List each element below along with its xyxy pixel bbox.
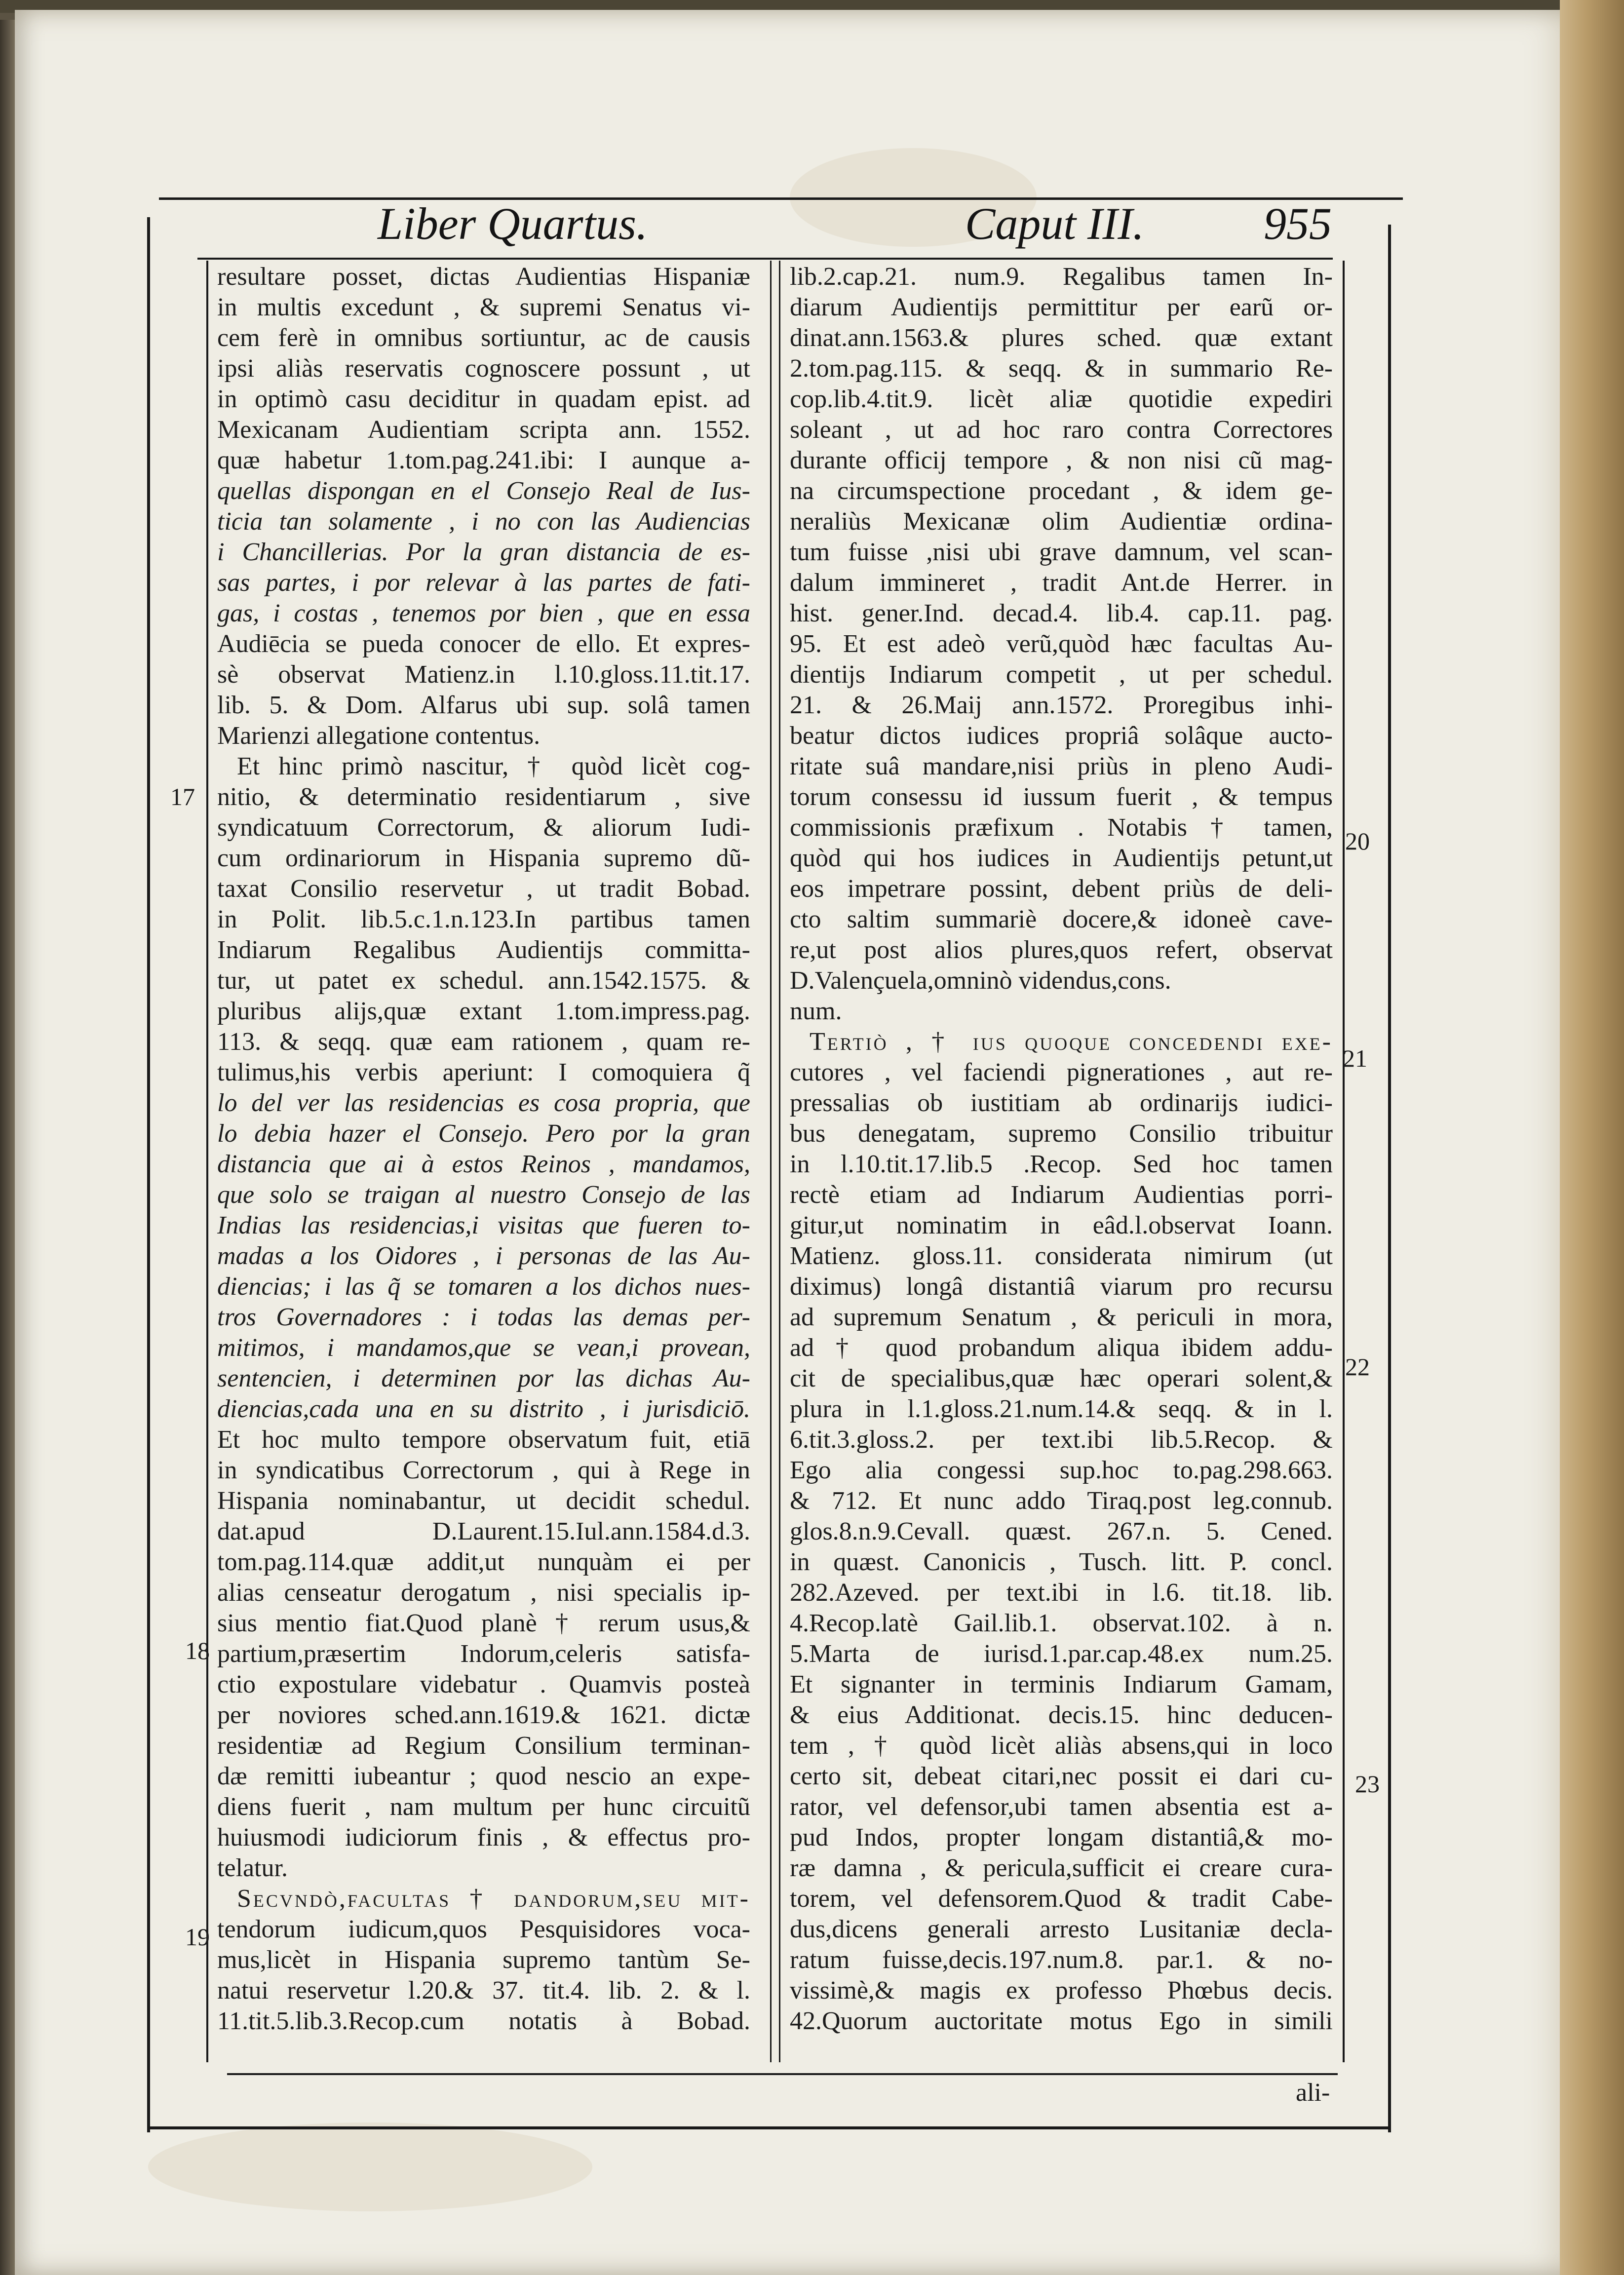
text-line: beatur dictos iudices propriâ solâque aucto- [790, 722, 1333, 750]
text-line: tum fuisse ,nisi ubi grave damnum, vel scan- [790, 538, 1333, 566]
text-line: per noviores sched.ann.1619.& 1621. dictæ [217, 1701, 750, 1729]
margin-number-20: 20 [1345, 827, 1370, 855]
text-line: pluribus alijs,quæ extant 1.tom.impress.pag. [217, 997, 750, 1025]
text-line: resultare posset, dictas Audientias Hispaniæ [217, 263, 750, 291]
text-line: dat.apud D.Laurent.15.Iul.ann.1584.d.3. [217, 1517, 750, 1545]
text-line: Ego alia congessi sup.hoc to.pag.298.663. [790, 1456, 1333, 1484]
text-line: 2.tom.pag.115. & seqq. & in summario Re- [790, 354, 1333, 383]
text-line: Marienzi allegatione contentus. [217, 722, 541, 750]
text-line: eos impetrare possint, debent priùs de deli- [790, 875, 1333, 903]
text-line: alias censeatur derogatum , nisi specialis ip- [217, 1579, 750, 1607]
margin-number-23: 23 [1355, 1770, 1380, 1798]
text-line: diarum Audientijs permittitur per earũ or- [790, 293, 1333, 321]
text-line: torem, vel defensorem.Quod & tradit Cabe- [790, 1885, 1333, 1913]
text-line: tem , † quòd licèt aliàs absens,qui in loco [790, 1732, 1333, 1760]
text-line: dus,dicens generali arresto Lusitaniæ decla- [790, 1915, 1333, 1943]
text-line: mus,licèt in Hispania supremo tantùm Se- [217, 1946, 750, 1974]
text-line: plura in l.1.gloss.21.num.14.& seqq. & in l. [790, 1395, 1333, 1423]
text-line: pud Indos, propter longam distantiâ,& mo- [790, 1823, 1333, 1851]
text-line: dalum immineret , tradit Ant.de Herrer. in [790, 569, 1333, 597]
text-line: D.Valençuela,omninò videndus,cons. [790, 966, 1171, 995]
running-head-book: Liber Quartus. [378, 198, 648, 249]
paper-stain [148, 2122, 592, 2211]
text-line: tur, ut patet ex schedul. ann.1542.1575. & [217, 966, 750, 995]
column-divider-left [770, 261, 772, 2062]
text-line-spanish-quote: distancia que ai à estos Reinos , mandamos, [217, 1150, 750, 1178]
text-line: cutores , vel faciendi pignerationes , aut re- [790, 1058, 1333, 1086]
left-column [217, 262, 750, 2058]
text-line: durante officij tempore , & non nisi cũ mag- [790, 446, 1333, 474]
text-line: neraliùs Mexicanæ olim Audientiæ ordina- [790, 507, 1333, 536]
text-line-spanish-quote: gas, i costas , tenemos por bien , que en essa [217, 599, 750, 627]
text-line-spanish-quote: diencias,cada una en su distrito , i jurisdiciō. [217, 1395, 750, 1423]
text-line: 4.Recop.latè Gail.lib.1. observat.102. à n. [790, 1609, 1333, 1637]
text-block-left-rule [206, 261, 208, 2062]
text-line-paragraph-start: Secvndò,facultas † dandorum,seu mit- [237, 1885, 750, 1913]
text-line: commissionis præfixum . Notabis † tamen, [790, 813, 1333, 842]
running-head-chapter: Caput III. [965, 198, 1144, 249]
margin-number-21: 21 [1343, 1044, 1367, 1072]
header-rule-top [159, 197, 1403, 200]
text-line: nitio, & determinatio residentiarum , sive [217, 783, 750, 811]
text-line: lib.2.cap.21. num.9. Regalibus tamen In- [790, 263, 1333, 291]
text-line: ræ damna , & pericula,sufficit ei creare cura- [790, 1854, 1333, 1882]
text-line: ad supremum Senatum , & periculi in mora, [790, 1303, 1333, 1331]
text-line: quòd qui hos iudices in Audientijs petunt,ut [790, 844, 1333, 872]
text-line: num. [790, 997, 842, 1025]
text-line: 282.Azeved. per text.ibi in l.6. tit.18. lib. [790, 1579, 1333, 1607]
text-line: huiusmodi iudiciorum finis , & effectus pro- [217, 1823, 750, 1851]
text-line: sè observat Matienz.in l.10.gloss.11.tit.17. [217, 660, 750, 689]
text-line: 21. & 26.Maij ann.1572. Proregibus inhi- [790, 691, 1333, 719]
text-line: in multis excedunt , & supremi Senatus vi- [217, 293, 750, 321]
text-line-spanish-quote: sas partes, i por relevar à las partes de fati- [217, 569, 750, 597]
text-line-spanish-quote: sentencien, i determinen por las dichas Au- [217, 1364, 750, 1392]
margin-number-19: 19 [185, 1923, 210, 1951]
text-line: hist. gener.Ind. decad.4. lib.4. cap.11. pag. [790, 599, 1333, 627]
text-line: diens fuerit , nam multum per hunc circuitũ [217, 1793, 750, 1821]
text-line: torum consessu id iussum fuerit , & tempus [790, 783, 1333, 811]
frame-left-outer [147, 217, 150, 2132]
column-divider-right [779, 261, 780, 2062]
frame-right-outer [1388, 225, 1391, 2132]
text-line-spanish-quote: ticia tan solamente , i no con las Audiencias [217, 507, 750, 536]
text-line-spanish-quote: i Chancillerias. Por la gran distancia de es- [217, 538, 750, 566]
text-line: certo sit, debeat citari,nec possit ei dari cu- [790, 1762, 1333, 1790]
text-line: Mexicanam Audientiam scripta ann. 1552. [217, 416, 750, 444]
text-line: residentiæ ad Regium Consilium terminan- [217, 1732, 750, 1760]
text-line: rator, vel defensor,ubi tamen absentia est a- [790, 1793, 1333, 1821]
text-line: syndicatuum Correctorum, & aliorum Iudi- [217, 813, 750, 842]
text-line-paragraph-start: Tertiò , † ius quoque concedendi exe- [810, 1028, 1333, 1056]
text-block-bottom-rule [227, 2073, 1338, 2075]
header-rule-bottom [197, 258, 1333, 260]
text-line: diximus) longâ distantiâ viarum pro recursu [790, 1272, 1333, 1301]
text-line: in Polit. lib.5.c.1.n.123.In partibus tamen [217, 905, 750, 933]
text-line: & eius Additionat. decis.15. hinc deducen- [790, 1701, 1333, 1729]
text-line: 11.tit.5.lib.3.Recop.cum notatis à Bobad. [217, 2007, 750, 2035]
text-line: ritate suâ mandare,nisi priùs in pleno Audi- [790, 752, 1333, 780]
text-line: na circumspectione procedant , & idem ge- [790, 477, 1333, 505]
text-line: dientijs Indiarum competit , ut per schedul. [790, 660, 1333, 689]
text-line: soleant , ut ad hoc raro contra Correctores [790, 416, 1333, 444]
text-line-spanish-quote: tros Governadores : i todas las demas per- [217, 1303, 750, 1331]
text-line: tom.pag.114.quæ addit,ut nunquàm ei per [217, 1548, 750, 1576]
text-line: Hispania nominabantur, ut decidit schedul. [217, 1487, 750, 1515]
text-line: Matienz. gloss.11. considerata nimirum (ut [790, 1242, 1333, 1270]
text-line-spanish-quote: lo debia hazer el Consejo. Pero por la gran [217, 1119, 750, 1148]
page-fore-edge [1560, 0, 1624, 2275]
text-line: taxat Consilio reservetur , ut tradit Bobad. [217, 875, 750, 903]
text-line: rectè etiam ad Indiarum Audientias porri- [790, 1181, 1333, 1209]
text-line: vissimè,& magis ex professo Phœbus decis. [790, 1976, 1333, 2005]
text-line: Indiarum Regalibus Audientijs committa- [217, 936, 750, 964]
text-line: telatur. [217, 1854, 288, 1882]
text-line: 113. & seqq. quæ eam rationem , quam re- [217, 1028, 750, 1056]
margin-number-22: 22 [1345, 1353, 1370, 1381]
text-line-spanish-quote: madas a los Oidores , i personas de las Au- [217, 1242, 750, 1270]
text-line: cum ordinariorum in Hispania supremo dũ- [217, 844, 750, 872]
text-line: Audiēcia se pueda conocer de ello. Et expres- [217, 630, 750, 658]
text-line: ratum fuisse,decis.197.num.8. par.1. & no- [790, 1946, 1333, 1974]
text-line: 42.Quorum auctoritate motus Ego in simili [790, 2007, 1333, 2035]
text-block-right-rule [1343, 261, 1345, 2062]
text-line: 6.tit.3.gloss.2. per text.ibi lib.5.Recop. & [790, 1426, 1333, 1454]
text-line: ad † quod probandum aliqua ibidem addu- [790, 1334, 1333, 1362]
catchword: ali- [1296, 2079, 1330, 2107]
text-line-spanish-quote: Indias las residencias,i visitas que fueren to- [217, 1211, 750, 1239]
page-number: 955 [1264, 198, 1332, 249]
text-line: dæ remitti iubeantur ; quod nescio an expe- [217, 1762, 750, 1790]
text-line: glos.8.n.9.Cevall. quæst. 267.n. 5. Cened. [790, 1517, 1333, 1545]
margin-number-18: 18 [185, 1637, 210, 1664]
frame-bottom-outer [147, 2126, 1391, 2129]
text-line-spanish-quote: quellas dispongan en el Consejo Real de Ius- [217, 477, 750, 505]
text-line: cem ferè in omnibus sortiuntur, ac de causis [217, 324, 750, 352]
text-line: tulimus,his verbis aperiunt: I comoquiera q̃ [217, 1058, 750, 1086]
text-line: Et hoc multo tempore observatum fuit, etiā [217, 1426, 750, 1454]
text-line: bus denegatam, supremo Consilio tribuitur [790, 1119, 1333, 1148]
text-line: 5.Marta de iurisd.1.par.cap.48.ex num.25. [790, 1640, 1333, 1668]
text-line: pressalias ob iustitiam ab ordinarijs iudici- [790, 1089, 1333, 1117]
text-line: & 712. Et nunc addo Tiraq.post leg.connub. [790, 1487, 1333, 1515]
text-line: in l.10.tit.17.lib.5 .Recop. Sed hoc tamen [790, 1150, 1333, 1178]
text-line: in optimò casu deciditur in quadam epist. ad [217, 385, 750, 413]
text-line: in quæst. Canonicis , Tusch. litt. P. concl. [790, 1548, 1333, 1576]
text-line: dinat.ann.1563.& plures sched. quæ extant [790, 324, 1333, 352]
text-line-spanish-quote: mitimos, i mandamos,que se vean,i provean, [217, 1334, 750, 1362]
text-line: ctio expostulare videbatur . Quamvis posteà [217, 1670, 750, 1698]
text-line: gitur,ut nominatim in eâd.l.observat Ioann. [790, 1211, 1333, 1239]
text-line: in syndicatibus Correctorum , qui à Rege in [217, 1456, 750, 1484]
text-line: tendorum iudicum,quos Pesquisidores voca- [217, 1915, 750, 1943]
text-line-spanish-quote: diencias; i las q̃ se tomaren a los dichos nues- [217, 1272, 750, 1301]
text-line-spanish-quote: que solo se traigan al nuestro Consejo de las [217, 1181, 750, 1209]
text-line: lib. 5. & Dom. Alfarus ubi sup. solâ tamen [217, 691, 750, 719]
text-line: cop.lib.4.tit.9. licèt aliæ quotidie expediri [790, 385, 1333, 413]
text-line: re,ut post alios plures,quos refert, observat [790, 936, 1333, 964]
text-line: 95. Et est adeò verũ,quòd hæc facultas Au- [790, 630, 1333, 658]
text-line: ipsi aliàs reservatis cognoscere possunt , ut [217, 354, 750, 383]
text-line: cto saltim summariè docere,& idoneè cave- [790, 905, 1333, 933]
margin-number-17: 17 [170, 783, 195, 810]
right-column [790, 262, 1333, 2058]
text-line-spanish-quote: lo del ver las residencias es cosa propria, que [217, 1089, 750, 1117]
text-line: Et signanter in terminis Indiarum Gamam, [790, 1670, 1333, 1698]
text-line: cit de specialibus,quæ hæc operari solent,& [790, 1364, 1333, 1392]
text-line: natui reservetur l.20.& 37. tit.4. lib. 2. & l. [217, 1976, 750, 2005]
text-line: quæ habetur 1.tom.pag.241.ibi: I aunque a- [217, 446, 750, 474]
text-line: sius mentio fiat.Quod planè † rerum usus,& [217, 1609, 750, 1637]
text-line-paragraph-start: Et hinc primò nascitur, † quòd licèt cog- [237, 752, 750, 780]
text-line: partium,præsertim Indorum,celeris satisfa- [217, 1640, 750, 1668]
